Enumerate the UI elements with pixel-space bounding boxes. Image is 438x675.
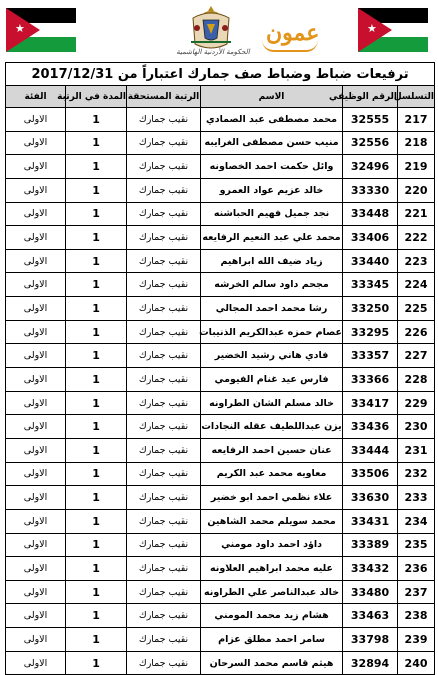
serial-cell: 225 — [398, 297, 435, 321]
years-in-rank-cell: 1 — [66, 486, 127, 510]
column-header: الرقم الوظيفي — [343, 86, 398, 108]
category-cell: الاولى — [6, 509, 66, 533]
name-cell: عليه محمد ابراهيم العلاونه — [201, 557, 343, 581]
name-cell: منيب حسن مصطفى الغرايبه — [201, 131, 343, 155]
serial-cell: 224 — [398, 273, 435, 297]
rank-cell: نقيب جمارك — [127, 155, 201, 179]
rank-cell: نقيب جمارك — [127, 651, 201, 675]
years-in-rank-cell: 1 — [66, 202, 127, 226]
table-row — [6, 202, 435, 226]
table-row — [6, 108, 435, 132]
serial-cell: 223 — [398, 249, 435, 273]
brand-logo: عمون — [266, 20, 320, 46]
name-cell: يزن عبداللطيف عقله النجادات — [201, 415, 343, 439]
years-in-rank-cell: 1 — [66, 273, 127, 297]
table-row — [6, 462, 435, 486]
serial-cell: 235 — [398, 533, 435, 557]
job-number-cell: 33406 — [343, 226, 398, 250]
name-cell: وائل حكمت احمد الخصاونه — [201, 155, 343, 179]
serial-cell: 227 — [398, 344, 435, 368]
years-in-rank-cell: 1 — [66, 178, 127, 202]
category-cell: الاولى — [6, 178, 66, 202]
years-in-rank-cell: 1 — [66, 651, 127, 675]
category-cell: الاولى — [6, 368, 66, 392]
page-header — [0, 0, 438, 62]
rank-cell: نقيب جمارك — [127, 108, 201, 132]
rank-cell: نقيب جمارك — [127, 462, 201, 486]
name-cell: نجد جميل فهيم الحباشنه — [201, 202, 343, 226]
name-cell: رشا محمد احمد المجالي — [201, 297, 343, 321]
job-number-cell: 33417 — [343, 391, 398, 415]
years-in-rank-cell: 1 — [66, 131, 127, 155]
rank-cell: نقيب جمارك — [127, 580, 201, 604]
years-in-rank-cell: 1 — [66, 155, 127, 179]
table-row — [6, 226, 435, 250]
serial-cell: 234 — [398, 509, 435, 533]
name-cell: خالد عبدالناصر علي الطراونه — [201, 580, 343, 604]
serial-cell: 238 — [398, 604, 435, 628]
column-header: الرتبة المستحقة — [127, 86, 201, 108]
column-header: الاسم — [201, 86, 343, 108]
years-in-rank-cell: 1 — [66, 438, 127, 462]
years-in-rank-cell: 1 — [66, 108, 127, 132]
years-in-rank-cell: 1 — [66, 226, 127, 250]
name-cell: فارس عيد غنام الفيومي — [201, 368, 343, 392]
category-cell: الاولى — [6, 226, 66, 250]
table-row — [6, 486, 435, 510]
years-in-rank-cell: 1 — [66, 462, 127, 486]
years-in-rank-cell: 1 — [66, 368, 127, 392]
coat-of-arms-icon — [183, 4, 239, 52]
jordan-flag-icon: ★ — [358, 8, 428, 52]
job-number-cell: 33436 — [343, 415, 398, 439]
years-in-rank-cell: 1 — [66, 391, 127, 415]
serial-cell: 239 — [398, 628, 435, 652]
name-cell: هشام زيد محمد المومني — [201, 604, 343, 628]
job-number-cell: 33431 — [343, 509, 398, 533]
job-number-cell: 33630 — [343, 486, 398, 510]
category-cell: الاولى — [6, 297, 66, 321]
job-number-cell: 32556 — [343, 131, 398, 155]
job-number-cell: 33440 — [343, 249, 398, 273]
name-cell: محمد مصطفى عبد الصمادي — [201, 108, 343, 132]
table-row — [6, 273, 435, 297]
category-cell: الاولى — [6, 438, 66, 462]
job-number-cell: 33295 — [343, 320, 398, 344]
rank-cell: نقيب جمارك — [127, 391, 201, 415]
document-title: ترفيعات ضباط وضباط صف جمارك اعتباراً من 2017/12/31 — [6, 63, 435, 86]
category-cell: الاولى — [6, 628, 66, 652]
job-number-cell: 33389 — [343, 533, 398, 557]
table-row — [6, 320, 435, 344]
years-in-rank-cell: 1 — [66, 344, 127, 368]
serial-cell: 228 — [398, 368, 435, 392]
table-header-row — [6, 86, 435, 108]
column-header: الفئة — [6, 86, 66, 108]
job-number-cell: 33798 — [343, 628, 398, 652]
table-row — [6, 604, 435, 628]
name-cell: علاء نظمي احمد ابو خضير — [201, 486, 343, 510]
job-number-cell: 33250 — [343, 297, 398, 321]
serial-cell: 219 — [398, 155, 435, 179]
rank-cell: نقيب جمارك — [127, 415, 201, 439]
rank-cell: نقيب جمارك — [127, 226, 201, 250]
table-row — [6, 391, 435, 415]
name-cell: خالد عزيم عواد العمرو — [201, 178, 343, 202]
job-number-cell: 33444 — [343, 438, 398, 462]
name-cell: محمد علي عبد النعيم الرفايعه — [201, 226, 343, 250]
rank-cell: نقيب جمارك — [127, 368, 201, 392]
column-header: المدة في الرتبة — [66, 86, 127, 108]
job-number-cell: 33506 — [343, 462, 398, 486]
category-cell: الاولى — [6, 580, 66, 604]
years-in-rank-cell: 1 — [66, 509, 127, 533]
job-number-cell: 33463 — [343, 604, 398, 628]
category-cell: الاولى — [6, 557, 66, 581]
table-row — [6, 178, 435, 202]
serial-cell: 231 — [398, 438, 435, 462]
name-cell: هيثم قاسم محمد السرحان — [201, 651, 343, 675]
table-row — [6, 533, 435, 557]
serial-cell: 236 — [398, 557, 435, 581]
category-cell: الاولى — [6, 108, 66, 132]
serial-cell: 222 — [398, 226, 435, 250]
name-cell: سامر احمد مطلق عزام — [201, 628, 343, 652]
rank-cell: نقيب جمارك — [127, 131, 201, 155]
category-cell: الاولى — [6, 320, 66, 344]
name-cell: داؤد احمد داود مومني — [201, 533, 343, 557]
rank-cell: نقيب جمارك — [127, 509, 201, 533]
serial-cell: 229 — [398, 391, 435, 415]
serial-cell: 232 — [398, 462, 435, 486]
rank-cell: نقيب جمارك — [127, 533, 201, 557]
jordan-flag-icon: ★ — [6, 8, 76, 52]
job-number-cell: 33345 — [343, 273, 398, 297]
serial-cell: 220 — [398, 178, 435, 202]
category-cell: الاولى — [6, 604, 66, 628]
job-number-cell: 33448 — [343, 202, 398, 226]
rank-cell: نقيب جمارك — [127, 557, 201, 581]
serial-cell: 217 — [398, 108, 435, 132]
years-in-rank-cell: 1 — [66, 604, 127, 628]
category-cell: الاولى — [6, 273, 66, 297]
job-number-cell: 33480 — [343, 580, 398, 604]
brand-swoosh — [262, 40, 318, 52]
category-cell: الاولى — [6, 249, 66, 273]
name-cell: عنان حسين احمد الرفايعه — [201, 438, 343, 462]
serial-cell: 218 — [398, 131, 435, 155]
table-row — [6, 651, 435, 675]
table-row — [6, 368, 435, 392]
years-in-rank-cell: 1 — [66, 533, 127, 557]
category-cell: الاولى — [6, 462, 66, 486]
name-cell: فادي هاني رشيد الخضير — [201, 344, 343, 368]
table-row — [6, 509, 435, 533]
category-cell: الاولى — [6, 651, 66, 675]
table-row — [6, 415, 435, 439]
rank-cell: نقيب جمارك — [127, 202, 201, 226]
serial-cell: 221 — [398, 202, 435, 226]
table-row — [6, 249, 435, 273]
name-cell: مجحم داود سالم الخرشه — [201, 273, 343, 297]
job-number-cell: 33357 — [343, 344, 398, 368]
rank-cell: نقيب جمارك — [127, 249, 201, 273]
name-cell: زياد ضيف الله ابراهيم — [201, 249, 343, 273]
category-cell: الاولى — [6, 415, 66, 439]
rank-cell: نقيب جمارك — [127, 604, 201, 628]
category-cell: الاولى — [6, 131, 66, 155]
rank-cell: نقيب جمارك — [127, 486, 201, 510]
years-in-rank-cell: 1 — [66, 580, 127, 604]
serial-cell: 237 — [398, 580, 435, 604]
table-row — [6, 344, 435, 368]
rank-cell: نقيب جمارك — [127, 320, 201, 344]
table-row — [6, 131, 435, 155]
job-number-cell: 32894 — [343, 651, 398, 675]
emblem-caption: الحكومة الأردنية الهاشمية — [176, 48, 250, 56]
serial-cell: 240 — [398, 651, 435, 675]
job-number-cell: 32555 — [343, 108, 398, 132]
name-cell: معاويه محمد عبد الكريم — [201, 462, 343, 486]
category-cell: الاولى — [6, 155, 66, 179]
rank-cell: نقيب جمارك — [127, 178, 201, 202]
table-row — [6, 438, 435, 462]
rank-cell: نقيب جمارك — [127, 438, 201, 462]
category-cell: الاولى — [6, 202, 66, 226]
table-row — [6, 557, 435, 581]
rank-cell: نقيب جمارك — [127, 628, 201, 652]
job-number-cell: 32496 — [343, 155, 398, 179]
job-number-cell: 33432 — [343, 557, 398, 581]
category-cell: الاولى — [6, 391, 66, 415]
years-in-rank-cell: 1 — [66, 297, 127, 321]
serial-cell: 233 — [398, 486, 435, 510]
job-number-cell: 33330 — [343, 178, 398, 202]
rank-cell: نقيب جمارك — [127, 273, 201, 297]
years-in-rank-cell: 1 — [66, 320, 127, 344]
category-cell: الاولى — [6, 486, 66, 510]
years-in-rank-cell: 1 — [66, 249, 127, 273]
category-cell: الاولى — [6, 344, 66, 368]
category-cell: الاولى — [6, 533, 66, 557]
table-row — [6, 628, 435, 652]
table-row — [6, 580, 435, 604]
years-in-rank-cell: 1 — [66, 628, 127, 652]
years-in-rank-cell: 1 — [66, 557, 127, 581]
table-row — [6, 297, 435, 321]
serial-cell: 226 — [398, 320, 435, 344]
table-row — [6, 155, 435, 179]
name-cell: عصام حمزه عبدالكريم الذنيبات — [201, 320, 343, 344]
column-header: التسلسل — [398, 86, 435, 108]
rank-cell: نقيب جمارك — [127, 344, 201, 368]
rank-cell: نقيب جمارك — [127, 297, 201, 321]
job-number-cell: 33366 — [343, 368, 398, 392]
serial-cell: 230 — [398, 415, 435, 439]
name-cell: محمد سويلم محمد الشاهين — [201, 509, 343, 533]
name-cell: خالد مسلم الشان الطراونه — [201, 391, 343, 415]
promotions-table — [5, 62, 435, 675]
years-in-rank-cell: 1 — [66, 415, 127, 439]
